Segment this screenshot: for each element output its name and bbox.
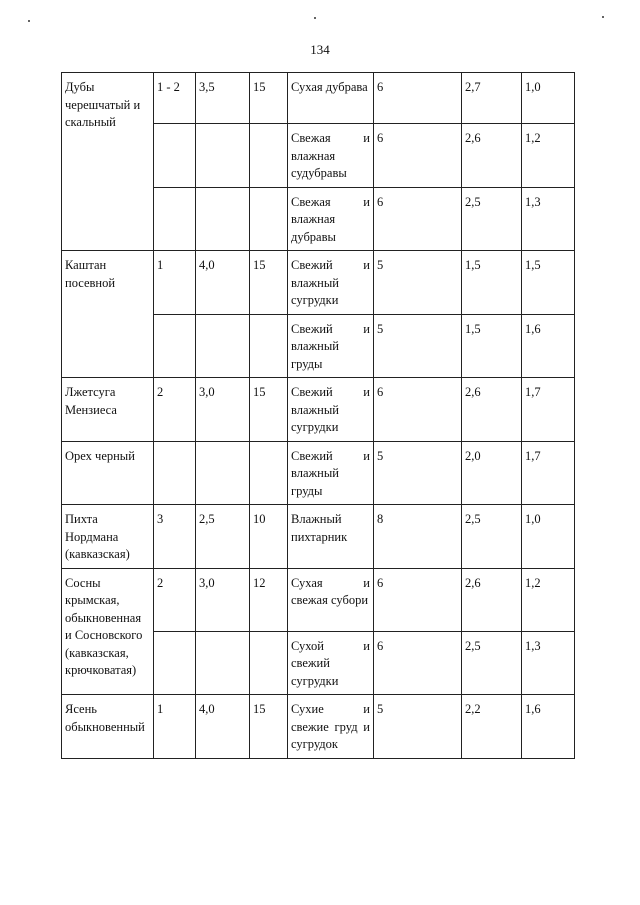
table-row	[62, 695, 575, 759]
habitat-cell: Свежий и влажный груды	[288, 314, 374, 378]
value-cell: 1,6	[522, 314, 575, 378]
value-cell: 1,7	[522, 441, 575, 505]
scan-speck	[602, 16, 604, 18]
value-cell	[196, 187, 250, 251]
species-cell: Каштан посевной	[62, 251, 154, 378]
value-cell: 5	[374, 695, 462, 759]
habitat-cell: Свежий и влажный сугрудки	[288, 378, 374, 442]
value-cell: 1,2	[522, 568, 575, 631]
value-cell: 2,6	[462, 378, 522, 442]
value-cell: 1,7	[522, 378, 575, 442]
scan-speck	[314, 17, 316, 19]
species-cell: Ясень обыкновенный	[62, 695, 154, 759]
value-cell: 10	[250, 505, 288, 569]
value-cell: 1	[154, 695, 196, 759]
value-cell: 1 - 2	[154, 73, 196, 124]
value-cell: 5	[374, 314, 462, 378]
table-row	[62, 568, 575, 631]
table-row	[62, 251, 575, 315]
value-cell	[250, 124, 288, 188]
value-cell: 1,5	[462, 251, 522, 315]
table-row	[62, 378, 575, 442]
value-cell	[196, 441, 250, 505]
value-cell: 6	[374, 631, 462, 695]
value-cell: 8	[374, 505, 462, 569]
habitat-cell: Свежий и влажный сугрудки	[288, 251, 374, 315]
value-cell	[196, 124, 250, 188]
habitat-cell: Влажный пихтарник	[288, 505, 374, 569]
value-cell	[154, 187, 196, 251]
page-number: 134	[310, 42, 330, 57]
value-cell: 2,0	[462, 441, 522, 505]
value-cell: 1,5	[522, 251, 575, 315]
value-cell	[196, 314, 250, 378]
value-cell: 3,5	[196, 73, 250, 124]
table-body	[62, 73, 575, 759]
habitat-cell: Свежая и влажная судубравы	[288, 124, 374, 188]
value-cell: 6	[374, 568, 462, 631]
value-cell: 1,3	[522, 631, 575, 695]
value-cell: 2,7	[462, 73, 522, 124]
value-cell: 15	[250, 695, 288, 759]
species-table	[61, 72, 575, 759]
value-cell: 2,5	[462, 187, 522, 251]
value-cell: 1,3	[522, 187, 575, 251]
value-cell: 4,0	[196, 695, 250, 759]
value-cell: 15	[250, 378, 288, 442]
species-cell: Пихта Нордмана (кавказская)	[62, 505, 154, 569]
value-cell	[154, 631, 196, 695]
value-cell: 1,5	[462, 314, 522, 378]
species-cell: Лжетсуга Мензиеса	[62, 378, 154, 442]
value-cell: 2	[154, 568, 196, 631]
habitat-cell: Сухие и свежие груд и сугрудок	[288, 695, 374, 759]
value-cell: 3,0	[196, 568, 250, 631]
value-cell: 12	[250, 568, 288, 631]
species-cell: Орех черный	[62, 441, 154, 505]
value-cell: 6	[374, 187, 462, 251]
habitat-cell: Сухая дубрава	[288, 73, 374, 124]
species-cell: Дубы черешчатый и скальный	[62, 73, 154, 251]
value-cell	[196, 631, 250, 695]
value-cell: 2,5	[462, 505, 522, 569]
value-cell: 1,0	[522, 73, 575, 124]
value-cell: 6	[374, 124, 462, 188]
value-cell: 5	[374, 441, 462, 505]
table-row	[62, 505, 575, 569]
scan-speck	[28, 20, 30, 22]
habitat-cell: Сухой и свежий сугрудки	[288, 631, 374, 695]
table-row	[62, 73, 575, 124]
value-cell	[154, 314, 196, 378]
habitat-cell: Сухая и свежая субори	[288, 568, 374, 631]
value-cell: 2	[154, 378, 196, 442]
value-cell: 15	[250, 251, 288, 315]
table-row	[62, 441, 575, 505]
value-cell: 3	[154, 505, 196, 569]
value-cell: 2,5	[462, 631, 522, 695]
value-cell	[250, 187, 288, 251]
value-cell: 2,5	[196, 505, 250, 569]
value-cell	[250, 441, 288, 505]
value-cell: 6	[374, 73, 462, 124]
value-cell: 3,0	[196, 378, 250, 442]
value-cell: 1	[154, 251, 196, 315]
value-cell: 1,6	[522, 695, 575, 759]
value-cell	[250, 314, 288, 378]
value-cell: 4,0	[196, 251, 250, 315]
value-cell: 1,0	[522, 505, 575, 569]
value-cell	[154, 124, 196, 188]
value-cell: 2,6	[462, 124, 522, 188]
value-cell: 2,6	[462, 568, 522, 631]
value-cell	[154, 441, 196, 505]
value-cell: 6	[374, 378, 462, 442]
species-cell: Сосны крымская, обыкновенная и Сосновского (кавказская, крючковатая)	[62, 568, 154, 695]
value-cell	[250, 631, 288, 695]
value-cell: 15	[250, 73, 288, 124]
value-cell: 2,2	[462, 695, 522, 759]
habitat-cell: Свежая и влажная дубравы	[288, 187, 374, 251]
value-cell: 5	[374, 251, 462, 315]
habitat-cell: Свежий и влажный груды	[288, 441, 374, 505]
value-cell: 1,2	[522, 124, 575, 188]
